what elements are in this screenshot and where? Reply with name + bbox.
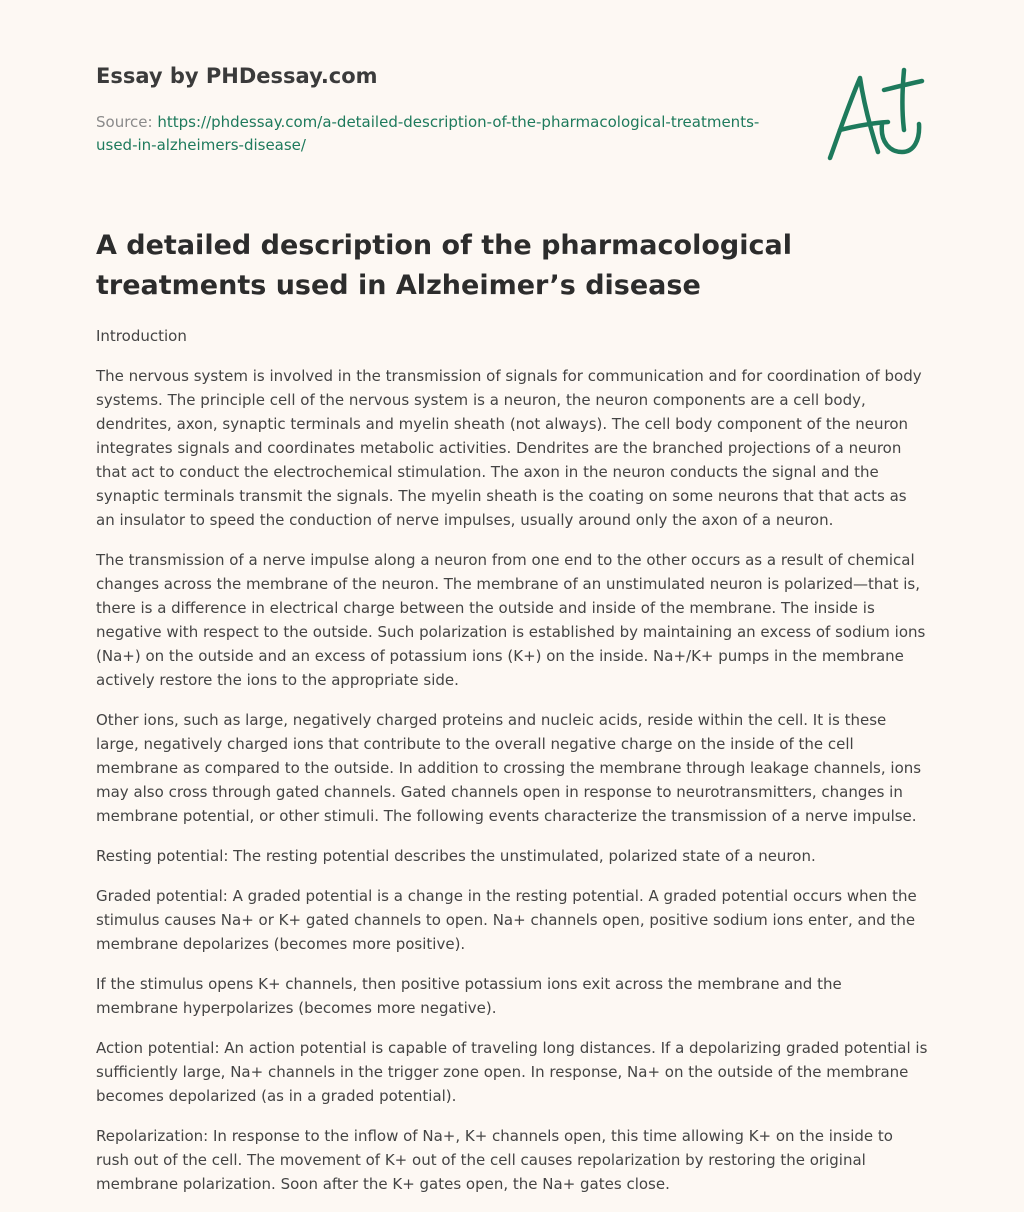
source-label: Source: <box>96 113 153 131</box>
paragraph: Resting potential: The resting potential describes the unstimulated, polarized state of a neuron. <box>96 847 816 865</box>
paragraph: The transmission of a nerve impulse along a neuron from one end to the other occurs as a result of chemical changes across the membrane of the neuron. The membrane of an unstimulated neuron is polarized—that is, there is a difference in electrical charge between the outside and inside of the membrane. The inside is negative with respect to the outside. Such polarization is established by maintaining an excess of sodium ions (Na+) on the outside and an excess of potassium ions (K+) on the inside. Na+/K+ pumps in the membrane actively restore the ions to the appropriate side. <box>96 551 926 689</box>
paragraph: If the stimulus opens K+ channels, then positive potassium ions exit across the membrane and the membrane hyperpolarizes (becomes more negative). <box>96 975 842 1017</box>
paragraph: Repolarization: In response to the inflow of Na+, K+ channels open, this time allowing K+ on the inside to rush out of the cell. The movement of K+ out of the cell causes repolarization by restoring the original membrane polarization. Soon after the K+ gates open, the Na+ gates close. <box>96 1127 893 1193</box>
source-link[interactable]: https://phdessay.com/a-detailed-description-of-the-pharmacological-treatments-used-in-alzheimers-disease/ <box>96 113 760 154</box>
essay-body <box>96 324 928 1212</box>
source-line <box>96 111 786 157</box>
paragraph-introduction: Introduction <box>96 327 187 345</box>
paragraph: Other ions, such as large, negatively charged proteins and nucleic acids, reside within the cell. It is these large, negatively charged ions that contribute to the overall negative charge on the inside of the cell membrane as compared to the outside. In addition to crossing the membrane through leakage channels, ions may also cross through gated channels. Gated channels open in response to neurotransmitters, changes in membrane potential, or other stimuli. The following events characterize the transmission of a nerve impulse. <box>96 711 922 825</box>
paragraph: Graded potential: A graded potential is a change in the resting potential. A graded potential occurs when the stimulus causes Na+ or K+ gated channels to open. Na+ channels open, positive sodium ions enter, and the membrane depolarizes (becomes more positive). <box>96 887 917 953</box>
paragraph: The nervous system is involved in the transmission of signals for communication and for coordination of body systems. The principle cell of the nervous system is a neuron, the neuron components are a cell body, dendrites, axon, synaptic terminals and myelin sheath (not always). The cell body component of the neuron integrates signals and coordinates metabolic activities. Dendrites are the branched projections of a neuron that act to conduct the electrochemical stimulation. The axon in the neuron conducts the signal and the synaptic terminals transmit the signals. The myelin sheath is the coating on some neurons that that acts as an insulator to speed the conduction of nerve impulses, usually around only the axon of a neuron. <box>96 367 922 529</box>
a-plus-logo-icon <box>822 66 932 166</box>
essay-title: A detailed description of the pharmacological treatments used in Alzheimer’s disease <box>96 230 792 301</box>
site-title: Essay by PHDessay.com <box>96 64 378 88</box>
paragraph: Action potential: An action potential is capable of traveling long distances. If a depolarizing graded potential is sufficiently large, Na+ channels in the trigger zone open. In response, Na+ on the outside of the membrane becomes depolarized (as in a graded potential). <box>96 1039 928 1105</box>
